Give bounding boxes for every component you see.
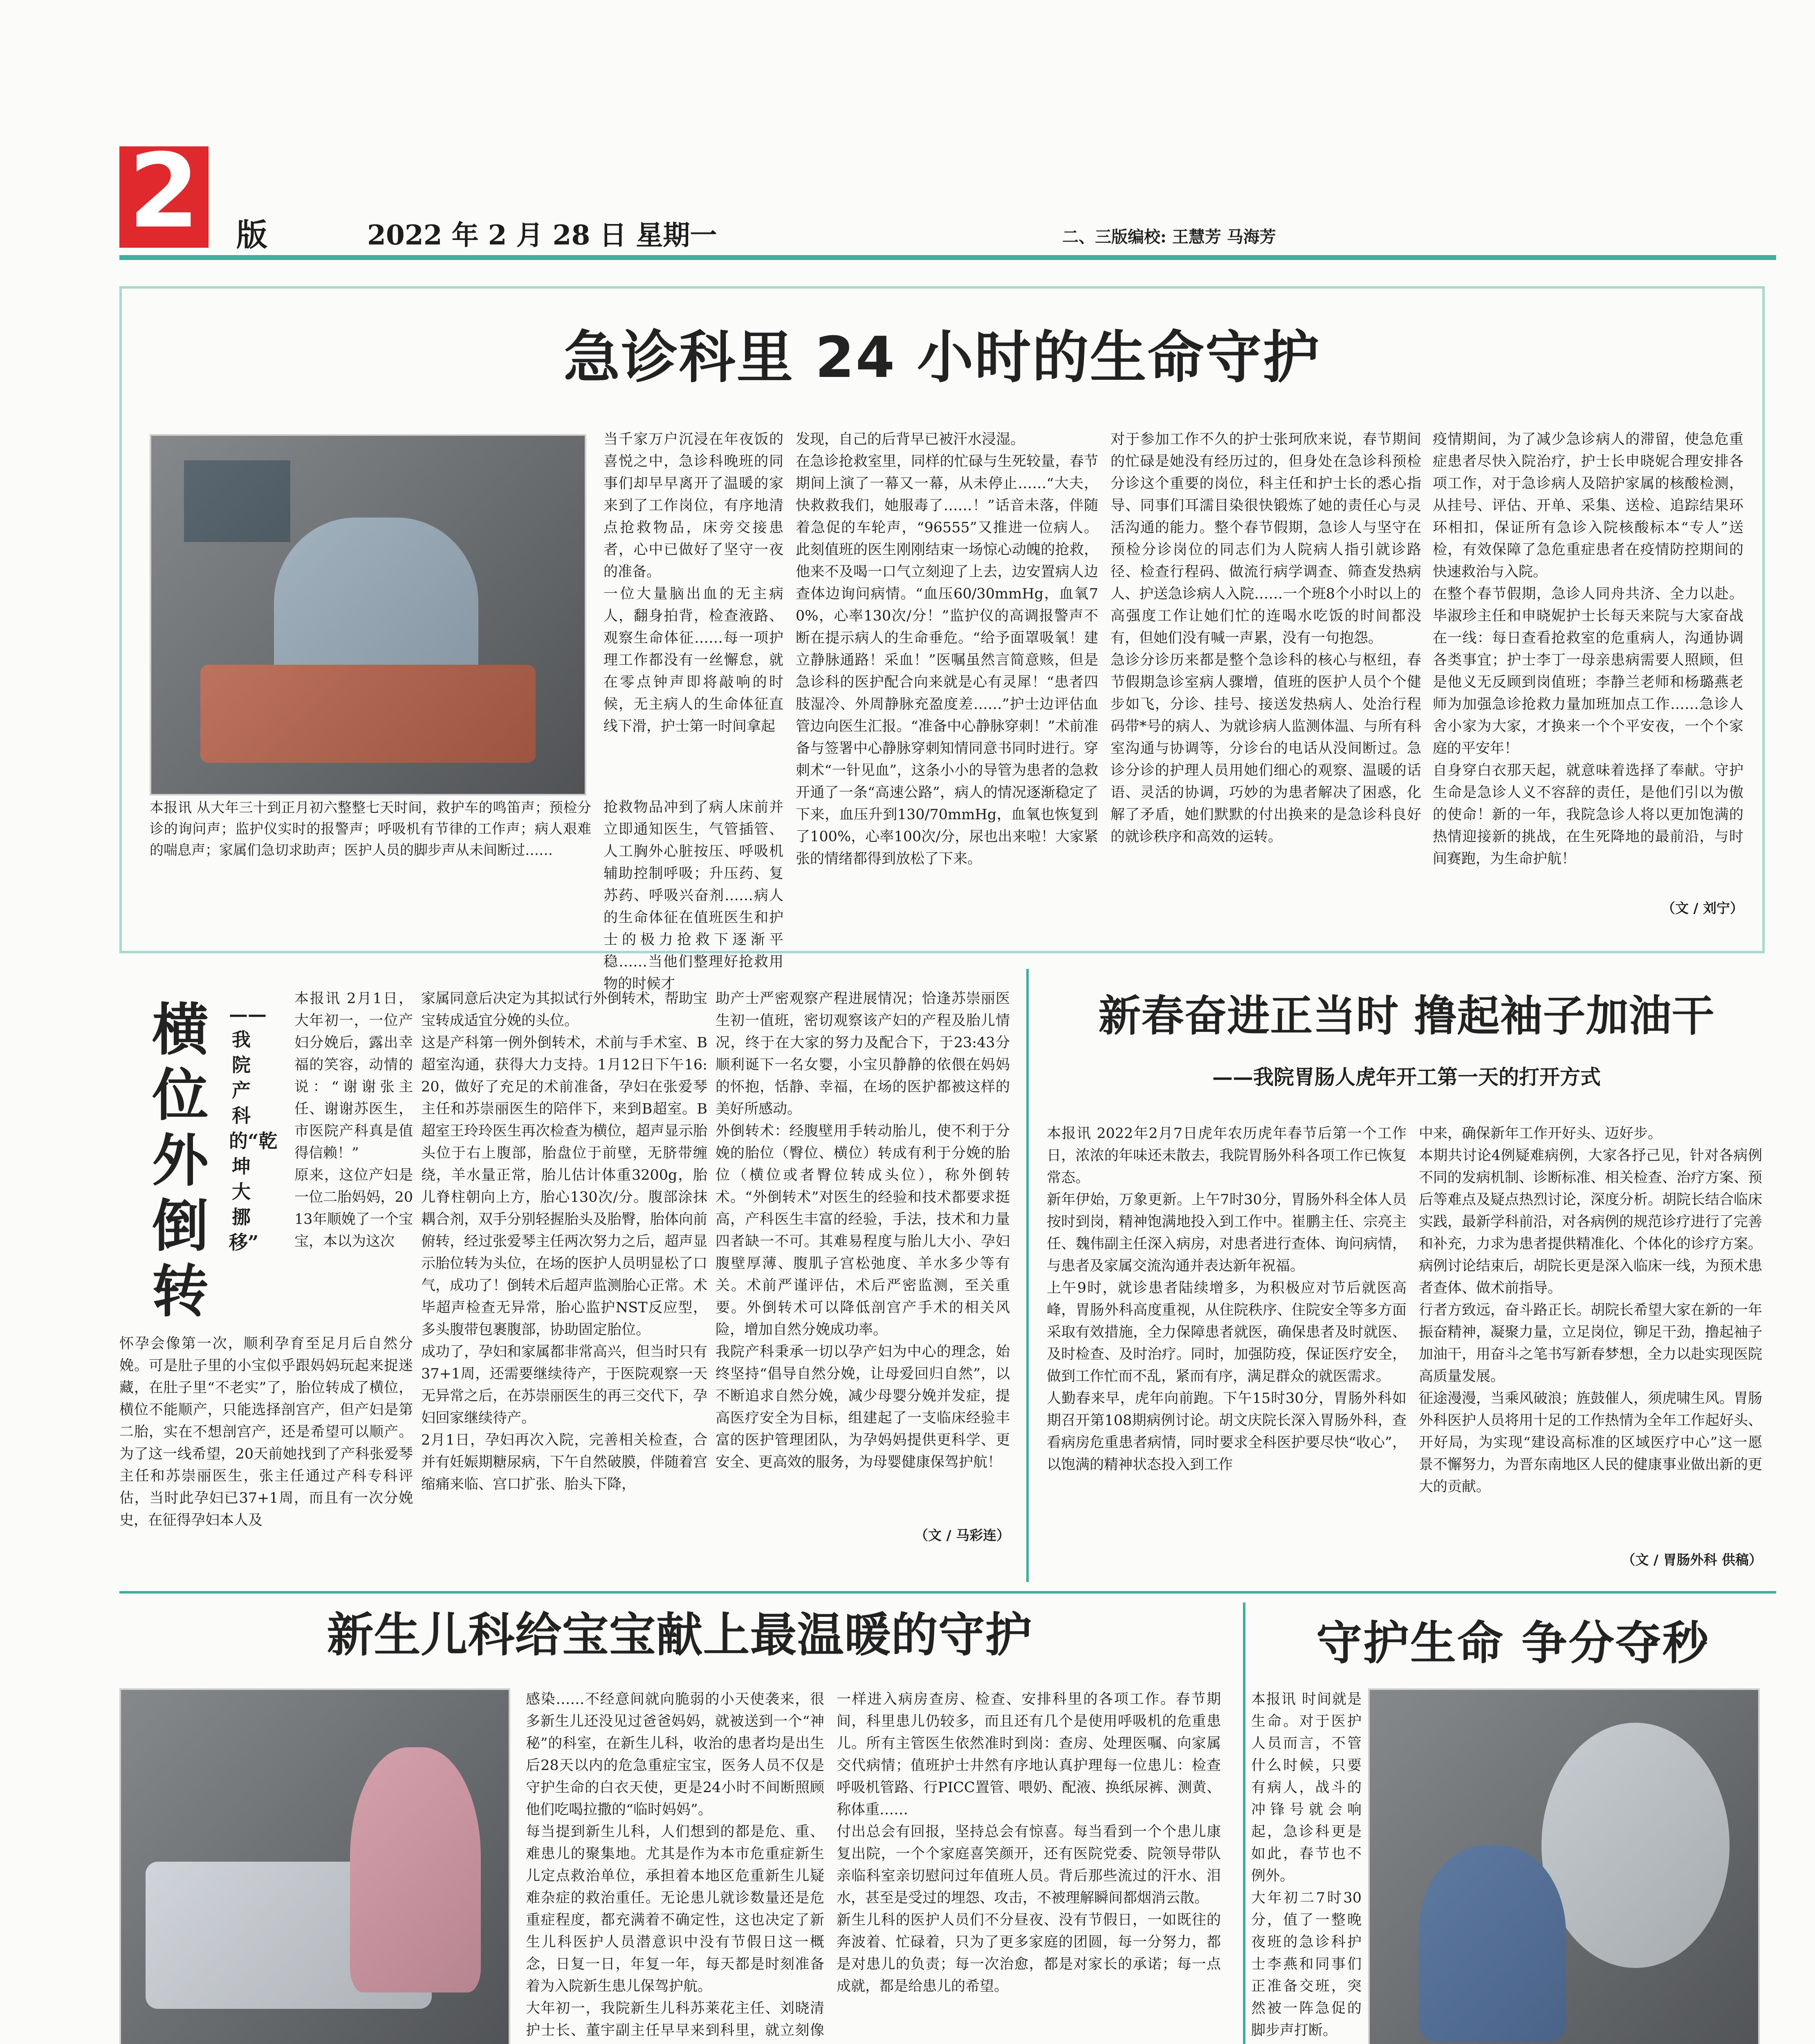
article-emergency-credit: （文 / 刘宁）	[1661, 900, 1743, 916]
photo-nurse	[350, 1747, 481, 1992]
article-emergency-col1-bottom: 抢救物品冲到了病人床前并立即通知医生，气管插管、人工胸外心脏按压、呼吸机辅助控制呼吸；升压药、复苏药、呼吸兴奋剂……病人的生命体征在值班医生和护士的极力抢救下逐渐平稳……当他们整理好抢救用物的时候才	[604, 799, 783, 992]
photo-bed	[200, 665, 536, 763]
article-gi-col2: 中来，确保新年工作开好头、迈好步。 本期共讨论4例疑难病例，大家各抒己见，针对各病例不同的发病机制、诊断标准、相关检查、治疗方案、预后等难点及疑点热烈讨论，深度分析。胡院长结合临床实践，最新学科前沿，对各病例的规范诊疗进行了完善和补充，力求为患者提供精准化、个体化的诊疗方案。病例讨论结束后，胡院长更是深入临床一线，为预术患者查体、做术前指导。 行者方致远，奋斗路正长。胡院长希望大家在新的一年振奋精神，凝聚力量，立足岗位，铆足干劲，撸起袖子加油干，用奋斗之笔书写新春梦想，全力以赴实现医院高质量发展。 征途漫漫，当乘风破浪；旌鼓催人，须虎啸生风。胃肠外科医护人员将用十足的工作热情为全年工作起好头、开好局，为实现“建设高标准的区域医疗中心”这一愿景不懈努力，为晋东南地区人民的健康事业做出新的更大的贡献。	[1419, 1125, 1763, 1495]
article-emergency-col1-top: 当千家万户沉浸在年夜饭的喜悦之中，急诊科晚班的同事们却早早离开了温暖的家来到了工作岗位，有序地清点抢救物品，床旁交接患者，心中已做好了坚守一夜的准备。 一位大量脑出血的无主病人，翻身拍背，检查液路、观察生命体征……每一项护理工作都没有一丝懈怠，就在零点钟声即将敲响的时候，无主病人的生命体征直线下滑，护士第一时间拿起	[604, 431, 783, 735]
article-emergency-col3: 对于参加工作不久的护士张珂欣来说，春节期间的忙碌是她没有经历过的，但身处在急诊科预检分诊这个重要的岗位，科主任和护士长的悉心指导、同事们耳濡目染很快锻炼了她的责任心与灵活沟通的能力。整个春节假期，急诊人与坚守在预检分诊岗位的同志们为人院病人指引就诊路径、检查行程码、做流行病学调查、筛查发热病人、护送急诊病人入院……一个班8个小时以上的高强度工作让她们忙的连喝水吃饭的时间都没有，但她们没有喊一声累，没有一句抱怨。 急诊分诊历来都是整个急诊科的核心与枢纽，春节假期急诊室病人骤增，值班的医护人员个个健步如飞，分诊、挂号、接送发热病人、处治行程码带*号的病人、为就诊病人监测体温、与所有科室沟通与协调等，分诊台的电话从没间断过。急诊分诊的护理人员用她们细心的观察、温暖的话语、灵活的协调，巧妙的为患者解决了困惑，化解了矛盾，她们默默的付出换来的是急诊科良好的就诊秩序和高效的运转。	[1111, 431, 1421, 845]
article-neonatal-col1: 感染……不经意间就向脆弱的小天使袭来，很多新生儿还没见过爸爸妈妈，就被送到一个“神秘”的科室，在新生儿科，收治的患者均是出生后28天以内的危急重症宝宝，医务人员不仅是守护生命的白衣天使，更是24小时不间断照顾他们吃喝拉撒的“临时妈妈”。 每当提到新生儿科，人们想到的都是危、重、难患儿的聚集地。尤其是作为本市危重症新生儿定点救治单位，承担着本地区危重新生儿疑难杂症的救治重任。无论患儿就诊数量还是危重症程度，都充满着不确定性，这也决定了新生儿科医护人员潜意识中没有节假日这一概念，日复一日，年复一年，每天都是时刻准备着为入院新生患儿保驾护航。 大年初一，我院新生儿科苏莱花主任、刘晓清护士长、董宇副主任早早来到科里，就立刻像	[526, 1691, 824, 2039]
article-version-subtitle: ——我院产科的“乾坤大挪移”	[229, 1003, 278, 1253]
neonatal-ward-photo	[119, 1688, 510, 2044]
photo-scanner	[1541, 1723, 1730, 1968]
photo-doctors	[1419, 1845, 1566, 2042]
vertical-divider-mid	[1026, 969, 1029, 1582]
article-version-col3: 助产士严密观察产程进展情况；恰逢苏崇丽医生初一值班，密切观察该产妇的产程及胎儿情况，终于在大家的努力及配合下，于23:43分顺利诞下一名女婴，小宝贝静静的依偎在妈妈的怀抱，恬静、幸福，在场的医护都被这样的美好所感动。 外倒转术：经腹壁用手转动胎儿，使不利于分娩的胎位（臀位、横位）转成有利于分娩的胎位（横位或者臀位转成头位），称外倒转术。“外倒转术”对医生的经验和技术都要求挺高，产科医生丰富的经验，手法，技术和力量四者缺一不可。其难易程度与胎儿大小、孕妇腹壁厚薄、腹肌子宫松弛度、羊水多少等有关。术前严谨评估，术后严密监测，至关重要。外倒转术可以降低剖宫产手术的相关风险，增加自然分娩成功率。 我院产科秉承一切以孕产妇为中心的理念，始终坚持“倡导自然分娩，让母爱回归自然”，以不断追求自然分娩，减少母婴分娩并发症，提高医疗安全为目标，组建起了一支临床经验丰富的医护管理团队，为孕妈妈提供更科学、更安全、更高效的服务，为母婴健康保驾护航！	[716, 991, 1010, 1470]
page-number: 2	[128, 132, 200, 251]
article-lifesaving-col-narrow: 本报讯 时间就是生命。对于医护人员而言，不管什么时候，只要有病人，战斗的冲锋号就会响起，急诊科更是如此，春节也不例外。 大年初二7时30分，值了一整晚夜班的急诊科护士李燕和同事们正准备交班，突然被一阵急促的脚步声打断。	[1251, 1691, 1362, 2039]
issue-date: 2022 年 2 月 28 日 星期一	[367, 219, 717, 251]
editors-line: 二、三版编校: 王慧芳 马海芳	[1062, 227, 1276, 247]
article-version-title: 横位外倒转	[152, 997, 209, 1325]
article-gi-credit: （文 / 胃肠外科 供稿）	[1622, 1552, 1762, 1568]
article-neonatal-title: 新生儿科给宝宝献上最温暖的守护	[327, 1608, 1032, 1662]
article-emergency-caption: 本报讯 从大年三十到正月初六整整七天时间，救护车的鸣笛声；预检分诊的询问声；监护仪实时的报警声；呼吸机有节律的工作声；病人艰难的喘息声；家属们急切求助声；医护人员的脚步声从未间断过……	[150, 800, 591, 858]
page-suffix: 版	[236, 217, 267, 253]
article-gi-col1: 本报讯 2022年2月7日虎年农历虎年春节后第一个工作日，浓浓的年味还未散去，我院胃肠外科各项工作已恢复常态。 新年伊始，万象更新。上午7时30分，胃肠外科全体人员按时到岗，精神饱满地投入到工作中。崔鹏主任、宗亮主任、魏伟副主任深入病房，对患者进行查体、询问病情，与患者及家属交流沟通并表达新年祝福。 上午9时，就诊患者陆续增多，为积极应对节后就医高峰，胃肠外科高度重视，从住院秩序、住院安全等多方面采取有效措施，全力保障患者就医，确保患者及时就医、及时检查、及时治疗。同时，加强防疫，保证医疗安全，做到工作忙而不乱，紧而有序，满足群众的就医需求。 人勤春来早，虎年向前跑。下午15时30分，胃肠外科如期召开第108期病例讨论。胡文庆院长深入胃肠外科，查看病房危重患者病情，同时要求全科医护要尽快“收心”，以饱满的精神状态投入到工作	[1047, 1125, 1407, 1473]
article-emergency-title: 急诊科里 24 小时的生命守护	[563, 325, 1321, 390]
article-version-credit: （文 / 马彩连）	[914, 1527, 1010, 1543]
header-rule	[119, 255, 1776, 260]
cath-lab-photo	[1368, 1688, 1760, 2044]
article-version-col1-bottom: 怀孕会像第一次，顺利孕育至足月后自然分娩。可是肚子里的小宝似乎跟妈妈玩起来捉迷藏，在肚子里“不老实”了，胎位转成了横位，横位不能顺产，只能选择剖宫产，但产妇是第二胎，实在不想剖宫产，还是希望可以顺产。为了这一线希望，20天前她找到了产科张爱琴主任和苏崇丽医生，张主任通过产科专科评估，当时此孕妇已37+1周，而且有一次分娩史，在征得孕妇本人及	[119, 1336, 413, 1529]
photo-staff	[274, 518, 478, 730]
section-rule-1	[119, 1591, 1776, 1594]
vertical-divider-lower	[1243, 1602, 1245, 2044]
article-version-col1-top: 本报讯 2月1日，大年初一，一位产妇分娩后，露出幸福的笑容，动情的说：“谢谢张主任、谢谢苏医生，市医院产科真是值得信赖！” 原来，这位产妇是一位二胎妈妈，2013年顺娩了一个宝宝，本以为这次	[294, 991, 413, 1250]
article-version-col2: 家属同意后决定为其拟试行外倒转术，帮助宝宝转成适宜分娩的头位。 这是产科第一例外倒转术，术前与手术室、B超室沟通，获得大力支持。1月12日下午16:20，做好了充足的术前准备，孕妇在张爱琴主任和苏崇丽医生的陪伴下，来到B超室。B超室王玲玲医生再次检查为横位，超声显示胎头位于右上腹部，胎盘位于前壁，无脐带缠绕，羊水量正常，胎儿估计体重3200g，胎儿脊柱朝向上方，胎心130次/分。腹部涂抹耦合剂，双手分别轻握胎头及胎臀，胎体向前俯转，经过张爱琴主任两次努力之后，超声显示胎位转为头位，在场的医护人员明显松了口气，成功了！倒转术后超声监测胎心正常。术毕超声检查无异常，胎心监护NST反应型，多头腹带包裹腹部，协助固定胎位。 成功了，孕妇和家属都非常高兴，但当时只有37+1周，还需要继续待产，于医院观察一天无异常之后，在苏崇丽医生的再三交代下，孕妇回家继续待产。 2月1日，孕妇再次入院，完善相关检查，合并有妊娠期糖尿病，下午自然破膜，伴随着宫缩痛来临、宫口扩张、胎头下降，	[421, 991, 708, 1493]
article-gi-subtitle: ——我院胃肠人虎年开工第一天的打开方式	[1212, 1065, 1601, 1089]
emergency-room-photo	[150, 434, 586, 796]
article-emergency-col4: 疫情期间，为了减少急诊病人的滞留，使急危重症患者尽快入院治疗，护士长申晓妮合理安排各项工作，对于急诊病人及陪护家属的核酸检测，从挂号、评估、开单、采集、送检、追踪结果环环相扣，保证所有急诊入院核酸标本“专人”送检，有效保障了急危重症患者在疫情防控期间的快速救治与入院。 在整个春节假期，急诊人同舟共济、全力以赴。毕淑珍主任和申晓妮护士长每天来院与大家奋战在一线：每日查看抢救室的危重病人，沟通协调各类事宜；护士李丁一母亲患病需要人照顾，但是他义无反顾到岗值班；李静兰老师和杨璐燕老师为加强急诊抢救力量加班加点工作……急诊人舍小家为大家，才换来一个个平安夜，一个个家庭的平安年！ 自身穿白衣那天起，就意味着选择了奉献。守护生命是急诊人义不容辞的责任，是他们引以为傲的使命！新的一年，我院急诊人将以更加饱满的热情迎接新的挑战，在生死降地的最前沿，与时间赛跑，为生命护航！	[1433, 431, 1743, 867]
photo-monitor	[184, 460, 290, 542]
article-gi-title: 新春奋进正当时 撸起袖子加油干	[1098, 991, 1715, 1041]
article-neonatal-col2: 一样进入病房查房、检查、安排科里的各项工作。春节期间，科里患儿仍较多，而且还有几个是使用呼吸机的危重患儿。所有主管医生依然准时到岗：查房、处理医嘱、向家属交代病情；值班护士井然有序地认真护理每一位患儿：检查呼吸机管路、行PICC置管、喂奶、配液、换纸尿裤、测黄、称体重…… 付出总会有回报，坚持总会有惊喜。每当看到一个个患儿康复出院，一个个家庭喜笑颜开，还有医院党委、院领导带队亲临科室亲切慰问过年值班人员。背后那些流过的汗水、泪水，甚至是受过的埋怨、攻击，不被理解瞬间都烟消云散。 新生儿科的医护人员们不分昼夜、没有节假日，一如既往的奔波着、忙碌着，只为了更多家庭的团圆，每一分努力，都是对患儿的负责；每一次治愈，都是对家长的承诺；每一点成就，都是给患儿的希望。	[837, 1691, 1221, 1995]
article-lifesaving-title: 守护生命 争分夺秒	[1316, 1617, 1710, 1670]
photo-incubator	[146, 1862, 432, 2009]
article-emergency-col2: 发现，自己的后背早已被汗水浸湿。 在急诊抢救室里，同样的忙碌与生死较量，春节期间上演了一幕又一幕，从未停止……“大夫，快救救我们，她服毒了……！”话音未落，伴随着急促的车轮声，“96555”又推进一位病人。此刻值班的医生刚刚结束一场惊心动魄的抢救，他来不及喝一口气立刻迎了上去，边安置病人边查体边询问病情。“血压60/30mmHg，血氧70%，心率130次/分！”监护仪的高调报警声不断在提示病人的生命垂危。“给予面罩吸氧！建立静脉通路！采血！”医嘱虽然言简意赅，但是急诊科的医护配合向来就是心有灵犀！“患者四肢湿冷、外周静脉充盈度差……”护士边评估血管边向医生汇报。“准备中心静脉穿刺！”术前准备与签署中心静脉穿刺知情同意书同时进行。穿刺术“一针见血”，这条小小的导管为患者的急救开通了一条“高速公路”，病人的情况逐渐稳定了下来，血压升到130/70mmHg，血氧也恢复到了100%，心率100次/分，尿也出来啦！大家紧张的情绪都得到放松了下来。	[796, 431, 1098, 867]
